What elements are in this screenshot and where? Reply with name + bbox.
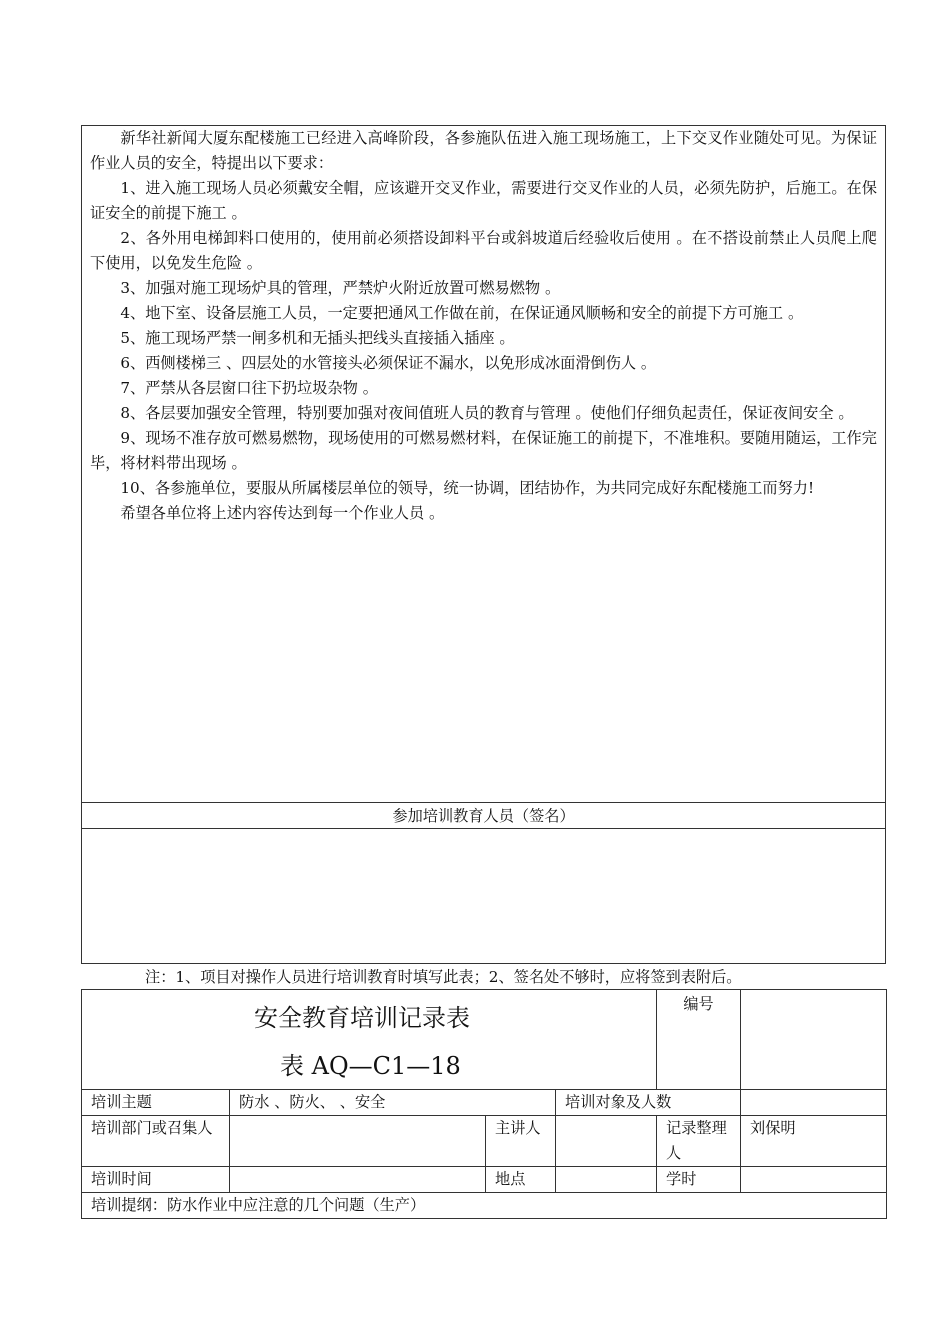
time-label: 培训时间 — [82, 1167, 230, 1193]
number-field[interactable] — [741, 990, 887, 1090]
notice-paragraph: 4、地下室、设备层施工人员，一定要把通风工作做在前，在保证通风顺畅和安全的前提下方可施工 。 — [120, 304, 804, 322]
form-code: 表 AQ—C1—18 — [280, 1052, 461, 1080]
notice-box — [81, 125, 886, 964]
recorder-label: 记录整理人 — [657, 1116, 741, 1167]
dept-label: 培训部门或召集人 — [82, 1116, 230, 1167]
form-title: 安全教育培训记录表 — [254, 1004, 470, 1032]
topic-label: 培训主题 — [82, 1090, 230, 1116]
divider — [82, 802, 885, 803]
footnote: 注：1、项目对操作人员进行培训教育时填写此表；2、签名处不够时，应将签到表附后。 — [145, 968, 742, 986]
topic-field[interactable]: 防水 、防火、 、安全 — [230, 1090, 556, 1116]
signature-area[interactable] — [82, 829, 885, 963]
notice-paragraph: 新华社新闻大厦东配楼施工已经进入高峰阶段，各参施队伍进入施工现场施工，上下交叉作业随处可见。为保证作业人员的安全，特提出以下要求： — [90, 129, 877, 172]
notice-content — [82, 126, 885, 802]
notice-paragraph: 8、各层要加强安全管理，特别要加强对夜间值班人员的教育与管理 。使他们仔细负起责任，保证夜间安全 。 — [120, 404, 854, 422]
notice-paragraph: 1、进入施工现场人员必须戴安全帽，应该避开交叉作业，需要进行交叉作业的人员，必须先防护，后施工。在保证安全的前提下施工 。 — [90, 179, 877, 222]
place-label: 地点 — [486, 1167, 556, 1193]
notice-paragraph: 10、各参施单位，要服从所属楼层单位的领导，统一协调，团结协作，为共同完成好东配楼施工而努力! — [120, 479, 815, 497]
notice-paragraph: 9、现场不准存放可燃易燃物，现场使用的可燃易燃材料，在保证施工的前提下，不准堆积。要随用随运，工作完毕，将材料带出现场 。 — [90, 429, 877, 472]
training-record-form — [81, 989, 887, 1219]
recorder-field[interactable]: 刘保明 — [741, 1116, 887, 1167]
target-label: 培训对象及人数 — [556, 1090, 741, 1116]
number-label: 编号 — [657, 990, 741, 1090]
notice-paragraph: 5、施工现场严禁一闸多机和无插头把线头直接插入插座 。 — [120, 329, 515, 347]
place-field[interactable] — [556, 1167, 657, 1193]
speaker-field[interactable] — [556, 1116, 657, 1167]
notice-paragraph: 2、各外用电梯卸料口使用的，使用前必须搭设卸料平台或斜坡道后经验收后使用 。在不搭设前禁止人员爬上爬下使用，以免发生危险 。 — [90, 229, 877, 272]
notice-paragraph: 希望各单位将上述内容传达到每一个作业人员 。 — [120, 504, 445, 522]
dept-field[interactable] — [230, 1116, 486, 1167]
time-field[interactable] — [230, 1167, 486, 1193]
signature-header: 参加培训教育人员（签名） — [392, 807, 575, 825]
notice-paragraph: 7、严禁从各层窗口往下扔垃圾杂物 。 — [120, 379, 378, 397]
target-field[interactable] — [741, 1090, 887, 1116]
notice-paragraph: 3、加强对施工现场炉具的管理，严禁炉火附近放置可燃易燃物 。 — [120, 279, 561, 297]
hours-label: 学时 — [657, 1167, 741, 1193]
speaker-label: 主讲人 — [486, 1116, 556, 1167]
notice-paragraph: 6、西侧楼梯三 、四层处的水管接头必须保证不漏水，以免形成冰面滑倒伤人 。 — [120, 354, 657, 372]
outline-row: 培训提纲：防水作业中应注意的几个问题（生产） — [82, 1193, 887, 1219]
hours-field[interactable] — [741, 1167, 887, 1193]
form-title-cell — [82, 990, 657, 1090]
